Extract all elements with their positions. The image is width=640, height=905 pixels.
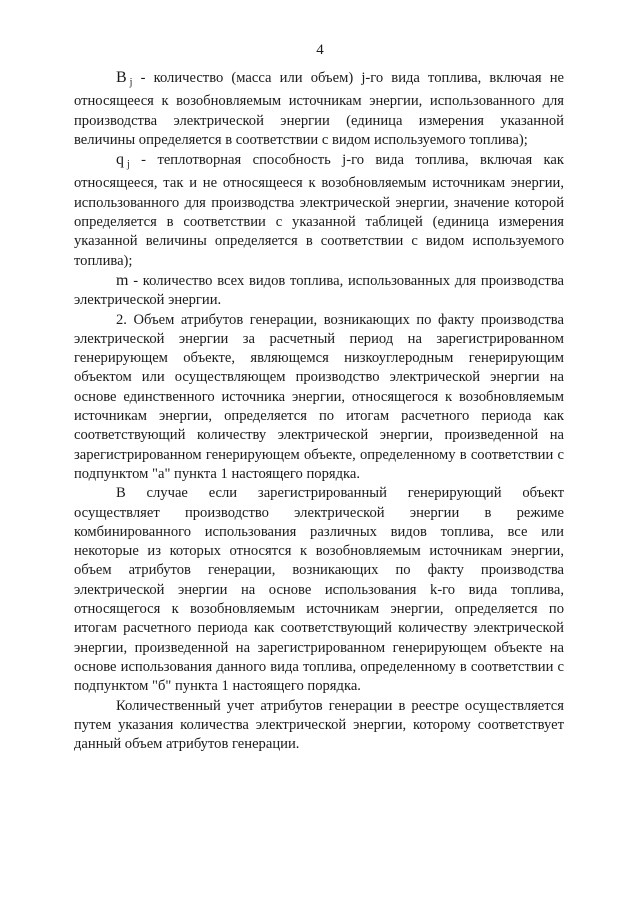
- paragraph: В случае если зарегистрированный генерирующий объект осуществляет производство электрической энергии в режиме комбинированного использования различных видов топлива, все или некоторые из которых относятся к возобновляемым источникам энергии, объем атрибутов генерации, возникающих по факту производства электрической энергии на основе использования k-го вида топлива, относящегося к возобновляемым источникам энергии, определяется по итогам расчетного периода как соответствующий количеству электрической энергии, произведенной на зарегистрированном генерирующем объекте на основе использования данного вида топлива, определенному в соответствии с подпунктом "б" пункта 1 настоящего порядка.: [74, 485, 564, 695]
- page-number: 4: [316, 42, 324, 58]
- symbol-m: m: [116, 271, 129, 289]
- definition-b-text: - количество (масса или объем) j-го вида топлива, включая не относящееся к возобновляемым источникам энергии, использованного для производства электрической энергии (единица измерения указанной величины определяется в соответствии с видом используемого топлива);: [74, 70, 564, 148]
- definition-q: [74, 150, 564, 271]
- definition-m: [74, 271, 564, 311]
- symbol-q: q: [116, 151, 124, 169]
- subscript-b: j: [129, 77, 133, 88]
- paragraph: Количественный учет атрибутов генерации в реестре осуществляется путем указания количества электрической энергии, которому соответствует данный объем атрибутов генерации.: [74, 697, 564, 753]
- definition-b: [74, 68, 564, 150]
- paragraph: 2. Объем атрибутов генерации, возникающих по факту производства электрической энергии за расчетный период на зарегистрированном генерирующем объекте, являющемся низкоуглеродным генерирующим объектом или осуществляющем производство электрической энергии на основе единственного источника энергии, относящегося к возобновляемым источникам энергии, определяется по итогам расчетного периода как соответствующий количеству электрической энергии, произведенной на зарегистрированном генерирующем объекте, определенному в соответствии с подпунктом "а" пункта 1 настоящего порядка.: [74, 311, 564, 482]
- definition-m-text: - количество всех видов топлива, использованных для производства электрической энергии.: [74, 272, 564, 309]
- definition-q-text: - теплотворная способность j-го вида топлива, включая как относящееся, так и не относящееся к возобновляемым источникам энергии, использованного для производства электрической энергии, значение которой определяется в соответствии с указанной таблицей (единица измерения указанной величины определяется в соответствии с видом используемого топлива);: [74, 152, 564, 269]
- symbol-b: B: [116, 69, 127, 86]
- subscript-q: j: [127, 159, 130, 171]
- document-body: [74, 68, 564, 754]
